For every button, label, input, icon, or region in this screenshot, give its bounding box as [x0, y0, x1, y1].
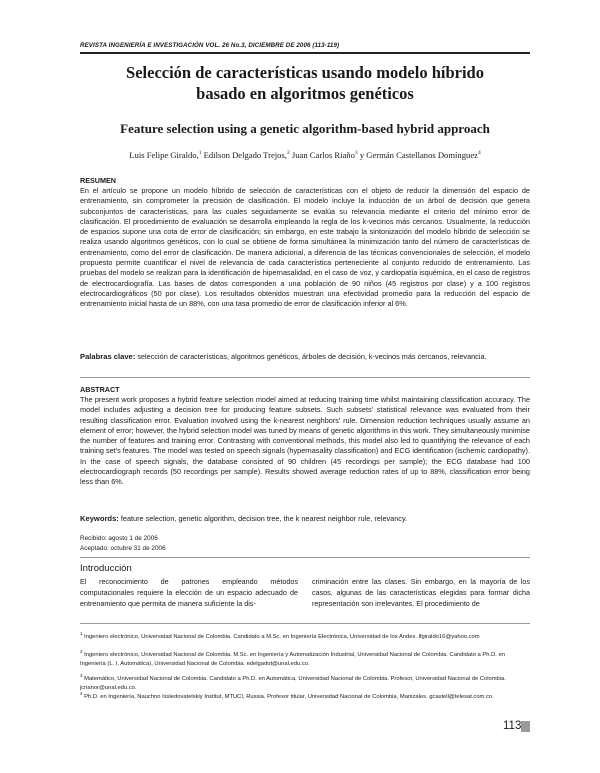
- submission-dates: [80, 534, 166, 553]
- title-spanish-line-1: Selección de características usando modelo híbrido: [126, 63, 484, 82]
- introduction-column-left: El reconocimiento de patrones empleando métodos computacionales requiere la elección de un espacio adecuado de entrenamiento que permita de manera suficiente la dis-: [80, 577, 298, 608]
- footnote-text: Ingeniero electrónico, Universidad Nacional de Colombia. M.Sc. en Ingeniería y Automatización Industrial, Universidad Nacional de Colombia. Candidato a Ph.D. en Ingeniería (L. I. Automática), Universidad Nacional de Colombia. edelgadot@unal.edu.co.: [80, 651, 505, 667]
- resumen-paragraph: En el artículo se propone un modelo híbrido de selección de características con el objeto de reducir la dimensión del espacio de entrenamiento, sin comprometer la precisión de clasificación. El modelo incluye la inducción de un árbol de decisión que genera subconjuntos de características, para las cuales seguidamente se evalúa su relevancia mediante el criterio del mínimo error de clasificación. El procedimiento de evaluación se desarrolla empleando la regla de los k-vecinos más cercanos. Usualmente, la reducción de espacios supone una cota de error de clasificación; sin embargo, en este trabajo la sintonización del modelo híbrido de selección se realiza usando algoritmos genéticos, con lo cual se obtiene de forma simultánea la minimización tanto del número de características de entrenamiento, como del error de clasificación. De manera adicional, a diferencia de las técnicas convencionales de selección, el modelo propuesto permite cuantificar el nivel de relevancia de cada característica perteneciente al conjunto reducido de entrenamiento. Las pruebas del modelo se realizan para la identificación de hipernasalidad, en el caso de voz, y cardiopatía isquémica, en el caso de registros de electrocardiografía. Las bases de datos corresponden a una población de 90 niños (45 registros por clase) y a 100 registros electrocardiográficos (50 por clase). Los resultados obtenidos muestran una efectividad promedio para la reducción del espacio de entrenamiento inicial hasta de un 88%, con una tasa promedio de error de clasificación inferior al 6%.: [80, 186, 530, 309]
- keywords: [80, 514, 530, 524]
- section-divider: [80, 557, 530, 558]
- author-affiliation-mark: 2: [286, 150, 290, 157]
- footnote-mark: 4: [80, 691, 83, 696]
- title-spanish-line-2: basado en algoritmos genéticos: [196, 84, 414, 103]
- footnote-text: Ph.D. en Ingeniería, Nauchno Issledovatelskiy Institut, MTUCI, Russia. Profesor titular, Universidad Nacional de Colombia, Manizales. gcastell@telesat.com.co.: [82, 693, 494, 700]
- author-name: Juan Carlos Riaño: [291, 150, 355, 160]
- author-affiliation-mark: 1: [198, 150, 202, 157]
- introduction-heading: Introducción: [80, 563, 132, 574]
- keywords-text: feature selection, genetic algorithm, decision tree, the k nearest neighbor rule, relevancy.: [118, 514, 408, 523]
- running-header: REVISTA INGENIERÍA E INVESTIGACIÓN VOL. 26 No.3, DICIEMBRE DE 2006 (113-119): [80, 42, 340, 49]
- palabras-clave: [80, 352, 530, 362]
- abstract-paragraph: The present work proposes a hybrid feature selection model aimed at reducing training time whilst maintaining classification accuracy. The model includes adjusting a decision tree for producing feature subsets. Such subsets' statistical relevance was evaluated from their resulting classification error. Evaluation involved using the k-nearest neighbors' rule. Dimension reduction techniques usually assume an element of error; however, the hybrid selection model was tuned by means of genetic algorithms in this work. They simultaneously minimise the number of features and training error. Contrasting with conventional methods, this model also led to quantifying the relevance of each training set's features. The model was tested on speech signals (hypernasality classification) and ECG identification (ischemic cardiopathy). In the case of speech signals, the database consisted of 90 children (45 recordings per sample); the ECG database had 100 electrocardiograph records (50 recordings per sample). Results showed average reduction rates of up to 88%, classification error being less than 6%.: [80, 395, 530, 487]
- footnote-mark: 2: [80, 649, 83, 654]
- accepted-date: Aceptado: octubre 31 de 2006: [80, 544, 166, 552]
- abstract-heading: ABSTRACT: [80, 385, 120, 394]
- author-name: y Germán Castellanos Domínguez: [359, 150, 478, 160]
- page-number: 113: [503, 720, 522, 732]
- page-number-marker: [521, 721, 530, 732]
- author-name: Edilson Delgado Trejos,: [203, 150, 287, 160]
- footnote: [80, 690, 530, 702]
- resumen-heading: RESUMEN: [80, 176, 116, 185]
- keywords-label: Keywords:: [80, 514, 119, 523]
- footnote-mark: 1: [80, 631, 83, 636]
- section-divider: [80, 377, 530, 378]
- title-english: Feature selection using a genetic algorithm-based hybrid approach: [120, 121, 490, 136]
- footnote: [80, 648, 530, 669]
- introduction-column-right: criminación entre las clases. Sin embargo, en la mayoría de los casos, algunas de las características elegidas para formar dicha representación son irrelevantes. El procedimiento de: [312, 577, 530, 608]
- received-date: Recibido: agosto 1 de 2006: [80, 535, 158, 542]
- author-name: Luis Felipe Giraldo,: [129, 150, 199, 160]
- palabras-clave-text: selección de características, algoritmos genéticos, árboles de decisión, k-vecinos más cercanos, relevancia.: [135, 352, 487, 361]
- footnote-divider: [80, 623, 530, 624]
- footnote: [80, 630, 530, 642]
- footnote-mark: 3: [80, 673, 83, 678]
- author-affiliation-mark: 4: [477, 150, 481, 157]
- footnote-text: Matemático, Universidad Nacional de Colombia. Candidato a Ph.D. en Automática, Universidad Nacional de Colombia. Profesor, Universidad Nacional de Colombia. jcrianor@unal.edu.co.: [80, 675, 506, 691]
- palabras-clave-label: Palabras clave:: [80, 352, 136, 361]
- title-spanish: [80, 62, 530, 104]
- header-rule: [80, 52, 530, 54]
- footnote-text: Ingeniero electrónico, Universidad Nacional de Colombia. Candidato a M.Sc. en Ingeniería Electrónica, Universidad de los Andes. lfgiraldo16@yahoo.com: [82, 633, 480, 640]
- author-list: [80, 150, 530, 160]
- author-affiliation-mark: 3: [354, 150, 358, 157]
